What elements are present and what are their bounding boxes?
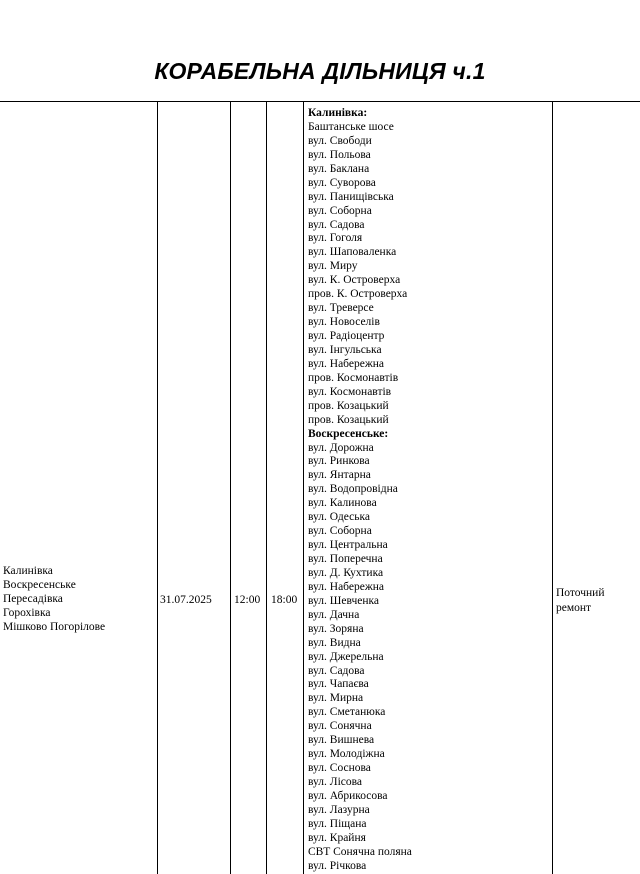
- street-item: вул. Видна: [308, 636, 361, 649]
- street-item: вул. Річкова: [308, 859, 367, 872]
- street-item: вул. Центральна: [308, 539, 388, 552]
- street-item: вул. Зоряна: [308, 622, 364, 635]
- settlements-cell: [3, 564, 105, 634]
- street-item: вул. Дорожна: [308, 441, 374, 454]
- street-item: вул. Миру: [308, 260, 358, 273]
- street-item: вул. Водопровідна: [308, 483, 398, 496]
- street-item: вул. Чапаєва: [308, 678, 369, 691]
- column-divider-5: [552, 102, 553, 874]
- street-item: вул. Лазурна: [308, 803, 370, 816]
- work-type-cell: [556, 586, 636, 616]
- street-item: вул. Поперечна: [308, 553, 383, 565]
- street-item: вул. Сонячна: [308, 720, 372, 733]
- street-item: вул. Мирна: [308, 692, 364, 705]
- street-item: вул. Гоголя: [308, 232, 363, 245]
- street-item: вул. Соборна: [308, 525, 372, 538]
- street-item: вул. Д. Кухтика: [308, 566, 384, 579]
- street-item: Баштанське шосе: [308, 120, 394, 133]
- column-divider-3: [266, 102, 267, 874]
- street-item: вул. Шаповаленка: [308, 246, 397, 259]
- street-item: вул. Калинова: [308, 497, 377, 510]
- outage-date: 31.07.2025: [160, 594, 212, 606]
- street-item: вул. Піщана: [308, 817, 367, 830]
- street-item: вул. Космонавтів: [308, 385, 392, 398]
- addresses-cell: [308, 107, 412, 874]
- street-item: вул. Абрикосова: [308, 789, 388, 802]
- street-item: вул. Крайня: [308, 831, 366, 844]
- street-item: вул. Ринкова: [308, 455, 370, 468]
- settlement-name: Калинівка: [3, 565, 53, 577]
- outage-table: [0, 101, 640, 874]
- street-item: вул. Одеська: [308, 511, 371, 524]
- settlement-name: Воскресенське: [3, 579, 76, 591]
- street-item: вул. Соборна: [308, 204, 372, 217]
- end-time: 18:00: [271, 594, 298, 606]
- street-item: вул. Соснова: [308, 762, 371, 775]
- column-divider-4: [303, 102, 304, 874]
- street-item: вул. Янтарна: [308, 469, 371, 482]
- settlement-name: Мішково Погорілове: [3, 621, 106, 633]
- settlement-heading: Калинівка:: [308, 107, 368, 119]
- street-item: вул. Інгульська: [308, 343, 382, 356]
- street-item: вул. Панищівська: [308, 190, 394, 203]
- street-item: вул. Польова: [308, 148, 371, 161]
- street-item: вул. Садова: [308, 218, 365, 231]
- start-time: 12:00: [234, 594, 261, 606]
- street-item: вул. Набережна: [308, 357, 385, 370]
- street-item: вул. Джерельна: [308, 650, 384, 663]
- street-item: пров. К. Островерха: [308, 288, 408, 301]
- column-divider-2: [230, 102, 231, 874]
- street-item: вул. Радіоцентр: [308, 330, 385, 342]
- street-item: вул. Молодіжна: [308, 748, 385, 761]
- street-item: вул. Набережна: [308, 580, 385, 593]
- street-item: вул. Лісова: [308, 776, 363, 788]
- street-item: вул. Суворова: [308, 176, 376, 189]
- work-type-line: Поточний: [556, 587, 605, 599]
- street-item: вул. Шевченка: [308, 594, 380, 607]
- work-type-line: ремонт: [556, 602, 592, 614]
- street-item: вул. Дачна: [308, 608, 360, 621]
- settlement-name: Горохівка: [3, 607, 51, 619]
- street-item: вул. Сметанюка: [308, 706, 386, 719]
- street-item: вул. Баклана: [308, 162, 370, 175]
- street-item: СВТ Сонячна поляна: [308, 845, 412, 858]
- street-item: вул. Вишнева: [308, 734, 375, 747]
- settlement-heading: Воскресенське:: [308, 427, 389, 440]
- street-item: пров. Козацький: [308, 413, 389, 426]
- street-item: вул. Треверсе: [308, 302, 374, 315]
- street-item: вул. Свободи: [308, 134, 372, 147]
- street-item: вул. К. Островерха: [308, 274, 401, 287]
- street-item: вул. Новоселів: [308, 316, 380, 329]
- street-item: вул. Садова: [308, 664, 365, 677]
- street-item: пров. Космонавтів: [308, 371, 399, 384]
- settlement-name: Пересадівка: [3, 593, 63, 605]
- page-title: КОРАБЕЛЬНА ДІЛЬНИЦЯ ч.1: [154, 58, 486, 84]
- street-item: пров. Козацький: [308, 399, 389, 412]
- column-divider-1: [157, 102, 158, 874]
